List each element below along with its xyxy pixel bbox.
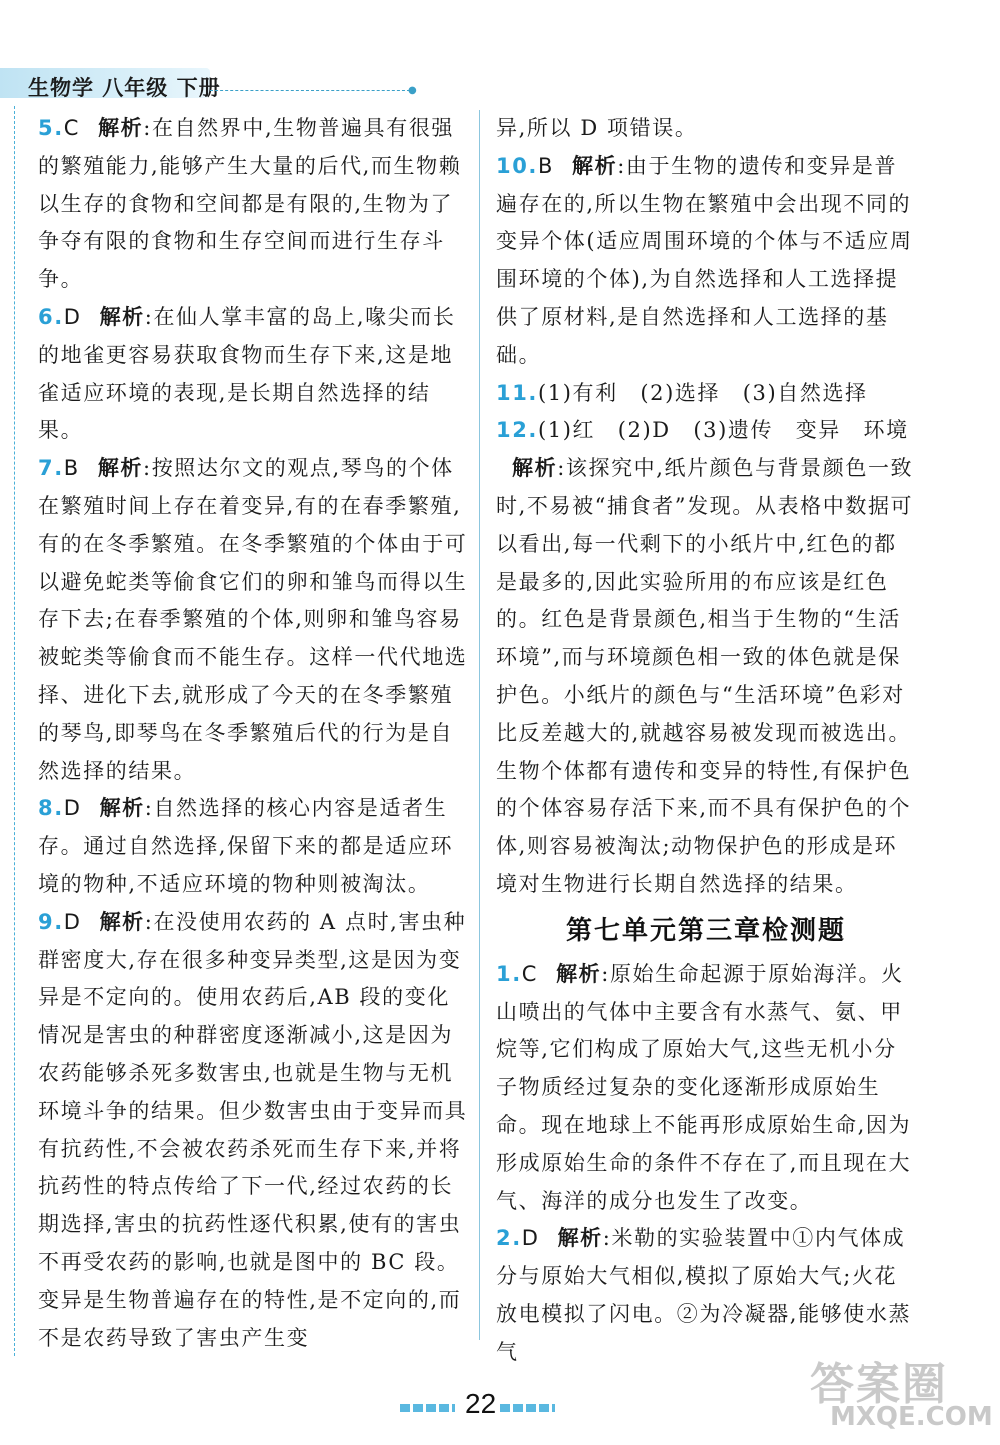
running-header (0, 68, 420, 102)
answer-entry-12: 12.(1)红 (2)D (3)遗传 变异 环境 (496, 418, 909, 443)
footer-decoration-left (400, 1404, 455, 1412)
answer-entry-6: 6.D 解析:在仙人掌丰富的岛上,喙尖而长的地雀更容易获取食物而生存下来,这是地雀适应环境的表现,是长期自然选择的结果。 (38, 304, 456, 443)
answer-entry-7: 7.B 解析:按照达尔文的观点,琴鸟的个体在繁殖时间上存在着变异,有的在春季繁殖,有的在冬季繁殖。在冬季繁殖的个体由于可以避免蛇类等偷食它们的卵和雏鸟而得以生存下去;在春季繁殖的个体,则卵和雏鸟容易被蛇类等偷食而不能生存。这样一代代地选择、进化下去,就形成了今天的在冬季繁殖的琴鸟,即琴鸟在冬季繁殖后代的行为是自然选择的结果。 (38, 456, 468, 783)
answer-entry-8: 8.D 解析:自然选择的核心内容是适者生存。通过自然选择,保留下来的都是适应环境的物种,不适应环境的物种则被淘汰。 (38, 796, 454, 896)
header-dot-icon: ● (408, 85, 417, 96)
margin-rule (14, 106, 15, 1356)
watermark-text: 答案圈 (810, 1359, 948, 1410)
column-divider (479, 110, 480, 1340)
answer-entry-s1: 1.C 解析:原始生命起源于原始海洋。火山喷出的气体中主要含有水蒸气、氨、甲烷等,它们构成了原始大气,这些无机小分子物质经过复杂的变化逐渐形成原始生命。现在地球上不能再形成原始生命,因为形成原始生命的条件不存在了,而且现在大气、海洋的成分也发生了改变。 (496, 961, 912, 1213)
right-column (496, 110, 916, 1372)
book-title: 生物学 八年级 下册 (28, 76, 221, 100)
answer-entry-10: 10.B 解析:由于生物的遗传和变异是普遍存在的,所以生物在繁殖中会出现不同的变异个体(适应周围环境的个体与不适应周围环境的个体),为自然选择和人工选择提供了原材料,是自然选择和人工选择的基础。 (496, 153, 913, 367)
answer-entry-5: 5.C 解析:在自然界中,生物普遍具有很强的繁殖能力,能够产生大量的后代,而生物赖以生存的食物和空间都是有限的,生物为了争夺有限的食物和生存空间而进行生存斗争。 (38, 116, 462, 292)
watermark-logo (800, 1340, 993, 1440)
watermark-url: MXQE.COM (830, 1402, 993, 1432)
continuation-text: 异,所以 D 项错误。 (496, 116, 698, 140)
page-number: 22 (465, 1388, 497, 1419)
left-column (38, 110, 470, 1357)
answer-entry-11: 11.(1)有利 (2)选择 (3)自然选择 (496, 380, 868, 405)
answer-entry-9: 9.D 解析:在没使用农药的 A 点时,害虫种群密度大,存在很多种变异类型,这是因为变异是不定向的。使用农药后,AB 段的变化情况是害虫的种群密度逐渐减小,这是因为农药能够杀死多数害虫,也就是生物与无机环境斗争的结果。但少数害虫由于变异而具有抗药性,不会被农药杀死而生存下来,并将抗药性的特点传给了下一代,经过农药的长期选择,害虫的抗药性逐代积累,使有的害虫不再受农药的影响,也就是图中的 BC 段。变异是生物普遍存在的特性,是不定向的,而不是农药导致了害虫产生变 (38, 909, 468, 1350)
answer-entry-s2: 2.D 解析:米勒的实验装置中①内气体成分与原始大气相似,模拟了原始大气;火花放电模拟了闪电。②为冷凝器,能够使水蒸气 (496, 1226, 912, 1364)
footer-decoration-right (500, 1404, 555, 1412)
answer-entry-12-analysis: 解析:该探究中,纸片颜色与背景颜色一致时,不易被“捕食者”发现。从表格中数据可以看出,每一代剩下的小纸片中,红色的都是最多的,因此实验所用的布应该是红色的。红色是背景颜色,相当于生物的“生活环境”,而与环境颜色相一致的体色就是保护色。小纸片的颜色与“生活环境”色彩对比反差越大的,就越容易被发现而被选出。生物个体都有遗传和变异的特性,有保护色的个体容易存活下来,而不具有保护色的个体,则容易被淘汰;动物保护色的形成是环境对生物进行长期自然选择的结果。 (496, 456, 914, 896)
section-title: 第七单元第三章检测题 (565, 915, 846, 946)
header-dashed-line (210, 90, 410, 91)
